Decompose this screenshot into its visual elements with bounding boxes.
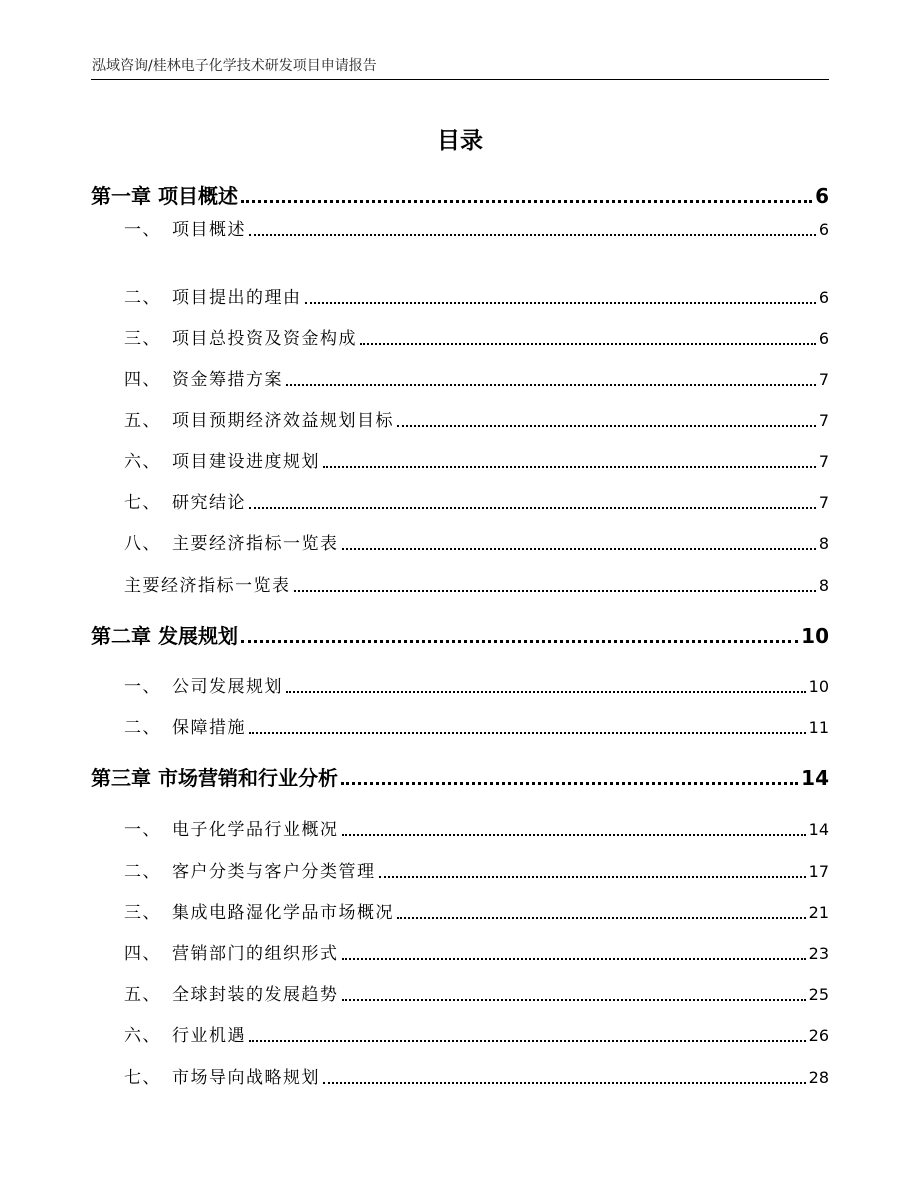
toc-page-number: 6: [815, 184, 829, 208]
toc-section-number: 五、: [124, 411, 161, 431]
toc-section-title: 项目提出的理由: [172, 288, 302, 308]
toc-section-number: 六、: [124, 1026, 161, 1046]
toc-chapter-entry[interactable]: [91, 764, 829, 792]
toc-page-number: 8: [818, 534, 829, 553]
toc-section-number: 三、: [124, 903, 161, 923]
toc-section-number: 七、: [124, 1068, 161, 1088]
toc-section-number: 八、: [124, 534, 161, 554]
toc-section-entry[interactable]: [124, 1064, 829, 1092]
toc-leader-dots: [249, 1040, 806, 1042]
toc-page-number: 23: [808, 944, 829, 963]
toc-section-title: 全球封装的发展趋势: [172, 985, 339, 1005]
toc-leader-dots: [360, 343, 816, 345]
toc-leader-dots: [305, 302, 816, 304]
toc-section-title: 市场导向战略规划: [172, 1068, 320, 1088]
toc-section-entry[interactable]: [124, 940, 829, 968]
toc-section-entry[interactable]: [124, 673, 829, 701]
toc-title: 目录: [437, 128, 483, 154]
toc-section-number: 一、: [124, 677, 161, 697]
toc-section-entry[interactable]: [124, 530, 829, 558]
toc-section-number: 三、: [124, 329, 161, 349]
toc-section-title: 保障措施: [172, 718, 246, 738]
toc-leader-dots: [379, 876, 806, 878]
toc-leader-dots: [342, 999, 806, 1001]
toc-leader-dots: [342, 548, 816, 550]
toc-leader-dots: [323, 466, 816, 468]
toc-page-number: 26: [808, 1026, 829, 1045]
toc-section-number: 一、: [124, 820, 161, 840]
toc-section-title: 资金筹措方案: [172, 370, 283, 390]
toc-chapter-number: 第一章: [91, 184, 151, 208]
toc-entry-label: [91, 622, 238, 650]
toc-page-number: 14: [808, 820, 829, 839]
toc-section-title: 项目建设进度规划: [172, 452, 320, 472]
toc-section-number: 四、: [124, 944, 161, 964]
toc-page-number: 21: [808, 903, 829, 922]
toc-section-entry[interactable]: [124, 325, 829, 353]
toc-section-entry[interactable]: [124, 448, 829, 476]
toc-section-number: 二、: [124, 718, 161, 738]
toc-section-number: 七、: [124, 493, 161, 513]
toc-leader-dots: [241, 640, 798, 643]
toc-section-entry[interactable]: [124, 858, 829, 886]
toc-page-number: 14: [801, 766, 829, 790]
toc-section-title: 客户分类与客户分类管理: [172, 862, 376, 882]
toc-section-title: 主要经济指标一览表: [124, 576, 291, 596]
toc-entry-label: [91, 764, 338, 792]
toc-leader-dots: [249, 234, 816, 236]
header-divider: [91, 79, 829, 80]
toc-chapter-entry[interactable]: [91, 182, 829, 210]
toc-section-title: 项目预期经济效益规划目标: [172, 411, 394, 431]
toc-page-number: 28: [808, 1068, 829, 1087]
toc-section-entry[interactable]: [124, 899, 829, 927]
toc-leader-dots: [323, 1082, 806, 1084]
toc-section-title: 集成电路湿化学品市场概况: [172, 903, 394, 923]
toc-section-entry[interactable]: [124, 489, 829, 517]
toc-section-number: 二、: [124, 862, 161, 882]
toc-section-number: 六、: [124, 452, 161, 472]
toc-section-entry[interactable]: [124, 366, 829, 394]
toc-leader-dots: [249, 507, 816, 509]
toc-leader-dots: [397, 425, 816, 427]
toc-section-number: 四、: [124, 370, 161, 390]
toc-entry-label: [91, 182, 238, 210]
toc-chapter-title: 发展规划: [157, 624, 238, 648]
toc-page-number: 7: [818, 452, 829, 471]
toc-section-title: 研究结论: [172, 493, 246, 513]
toc-leader-dots: [342, 958, 806, 960]
toc-section-title: 主要经济指标一览表: [172, 534, 339, 554]
toc-chapter-title: 市场营销和行业分析: [157, 766, 338, 790]
toc-section-title: 电子化学品行业概况: [172, 820, 339, 840]
toc-page-number: 6: [818, 220, 829, 239]
toc-section-number: 五、: [124, 985, 161, 1005]
toc-section-entry[interactable]: [124, 714, 829, 742]
toc-section-entry[interactable]: [124, 407, 829, 435]
toc-leader-dots: [342, 834, 806, 836]
toc-section-title: 项目概述: [172, 220, 246, 240]
toc-leader-dots: [341, 782, 798, 785]
toc-leader-dots: [397, 917, 806, 919]
toc-section-title: 项目总投资及资金构成: [172, 329, 357, 349]
toc-section-title: 公司发展规划: [172, 677, 283, 697]
toc-section-entry[interactable]: [124, 572, 829, 600]
toc-section-number: 一、: [124, 220, 161, 240]
toc-leader-dots: [286, 691, 806, 693]
toc-section-title: 营销部门的组织形式: [172, 944, 339, 964]
toc-leader-dots: [294, 590, 816, 592]
toc-section-number: 二、: [124, 288, 161, 308]
toc-chapter-entry[interactable]: [91, 622, 829, 650]
toc-page-number: 8: [818, 576, 829, 595]
toc-chapter-number: 第三章: [91, 766, 151, 790]
toc-page-number: 10: [808, 677, 829, 696]
toc-page-number: 7: [818, 411, 829, 430]
running-header: 泓域咨询/桂林电子化学技术研发项目申请报告: [92, 58, 377, 74]
toc-page-number: 17: [808, 862, 829, 881]
toc-page-number: 10: [801, 624, 829, 648]
toc-page-number: 25: [808, 985, 829, 1004]
toc-leader-dots: [249, 732, 806, 734]
toc-section-entry[interactable]: [124, 981, 829, 1009]
toc-section-entry[interactable]: [124, 284, 829, 312]
toc-page-number: 7: [818, 370, 829, 389]
toc-section-entry[interactable]: [124, 816, 829, 844]
toc-section-entry[interactable]: [124, 216, 829, 244]
toc-page-number: 6: [818, 288, 829, 307]
toc-page-number: 6: [818, 329, 829, 348]
toc-chapter-title: 项目概述: [157, 184, 238, 208]
toc-page-number: 11: [808, 718, 829, 737]
toc-page-number: 7: [818, 493, 829, 512]
toc-chapter-number: 第二章: [91, 624, 151, 648]
toc-leader-dots: [286, 384, 816, 386]
toc-leader-dots: [241, 200, 812, 203]
toc-section-title: 行业机遇: [172, 1026, 246, 1046]
toc-section-entry[interactable]: [124, 1022, 829, 1050]
